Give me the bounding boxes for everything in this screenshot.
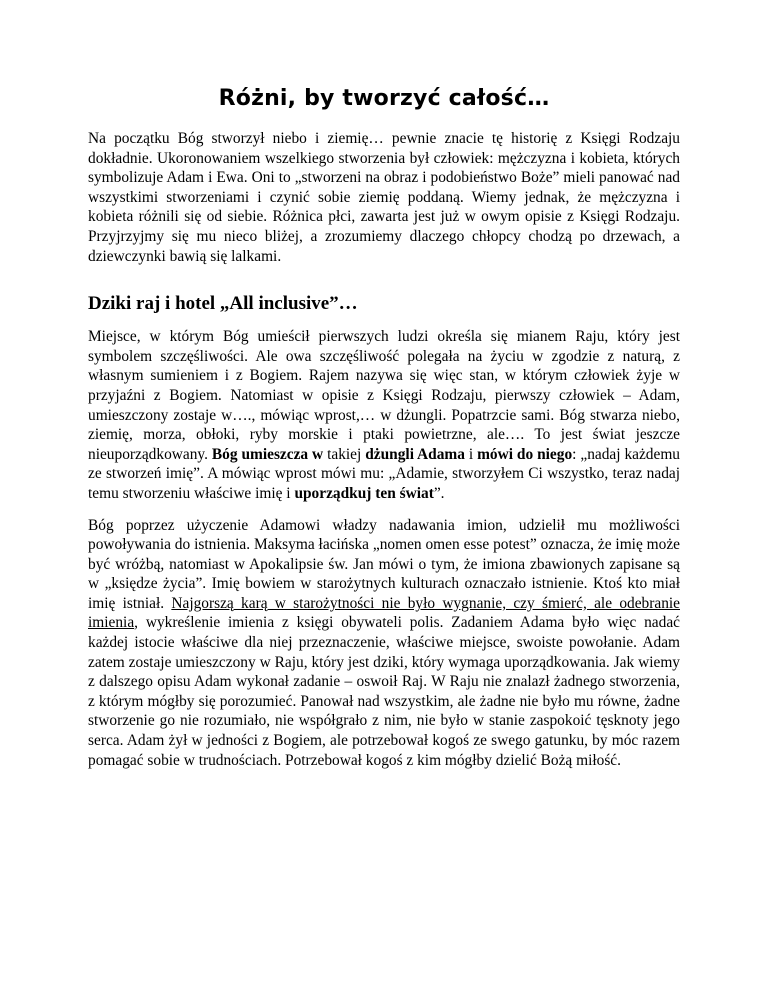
text-span: takiej [323,445,366,463]
page-title: Różni, by tworzyć całość… [218,86,550,111]
text-span: , wykreślenie imienia z księgi obywateli polis. Zadaniem Adama było więc nadać każdej istocie właściwe dla niej przeznaczenie, właściwe miejsce, swoiste powołanie. Adam zatem zostaje umieszczony w Raju, który jest dziki, który wymaga uporządkowania. Jak wiemy z dalszego opisu Adam wykonał zadanie – oswoił Raj. W Raju nie znalazł żadnego stworzenia, z którym mógłby się porozumieć. Panował nad wszystkim, ale żadne nie było mu równe, żadne stworzenie go nie rozumiało, nie współgrało z nim, nie było w stanie zaspokoić tęsknoty jego serca. Adam żył w jedności z Bogiem, ale potrzebował kogoś ze swego gatunku, by móc razem pomagać sobie w trudnościach. Potrzebował kogoś z kim mógłby dzielić Bożą miłość. [88,614,680,769]
underlined-text: Najgorszą karą w starożytności nie było wygnanie, czy śmierć, ale odebranie imienia [88,594,680,632]
intro-paragraph: Na początku Bóg stworzył niebo i ziemię… pewnie znacie tę historię z Księgi Rodzaju dokładnie. Ukoronowaniem wszelkiego stworzenia był człowiek: mężczyzna i kobieta, których symbolizuje Adam i Ewa. Oni to „stworzeni na obraz i podobieństwo Boże” mieli panować nad wszystkimi stworzeniami i czynić sobie ziemię poddaną. Wiemy jednak, że mężczyzna i kobieta różnili się od siebie. Różnica płci, zawarta jest już w owym opisie z Księgi Rodzaju. Przyjrzyjmy się mu nieco bliżej, a zrozumiemy dlaczego chłopcy chodzą po drzewach, a dziewczynki bawią się lalkami. [88,130,680,265]
paragraph-imie [88,516,680,771]
bold-text: mówi do niego [477,445,573,463]
paragraph-raj [88,327,680,503]
section-heading: Dziki raj i hotel „All inclusive”… [88,293,358,315]
bold-text: Bóg umieszcza w [211,445,324,463]
bold-text: uporządkuj ten świat [294,484,434,502]
bold-text: dżungli Adama [365,445,465,463]
document-page [88,86,680,770]
text-span: Bóg poprzez użyczenie Adamowi władzy nadawania imion, udzielił mu możliwości powoływania do istnienia. Maksyma łacińska „nomen omen esse potest” oznacza, że imię może być wróżbą, natomiast w Apokalipsie św. Jan mówi o tym, że imiona zbawionych zapisane są w „księdze życia”. Imię bowiem w starożytnych kulturach oznaczało istnienie. Ktoś kto miał imię istniał. [88,516,680,612]
text-span: : „nadaj każdemu ze stworzeń imię”. A mówiąc wprost mówi mu: „Adamie, stworzyłem Ci wszystko, teraz nadaj temu stworzeniu właściwe imię i [88,445,680,502]
text-span: Miejsce, w którym Bóg umieścił pierwszych ludzi określa się mianem Raju, który jest symbolem szczęśliwości. Ale owa szczęśliwość polegała na życiu w zgodzie z naturą, z własnym sumieniem i z Bogiem. Rajem nazywa się więc stan, w którym człowiek żyje w przyjaźni z Bogiem. Natomiast w opisie z Księgi Rodzaju, pierwszy człowiek – Adam, umieszczony zostaje w…., mówiąc wprost,… w dżungli. Popatrzcie sami. Bóg stwarza niebo, ziemię, morza, obłoki, ryby morskie i ptaki powietrzne, ale…. To jest świat jeszcze nieuporządkowany. [88,328,680,463]
paragraph-gap [88,504,680,516]
text-span: i [464,445,478,463]
text-span: ”. [433,484,445,502]
